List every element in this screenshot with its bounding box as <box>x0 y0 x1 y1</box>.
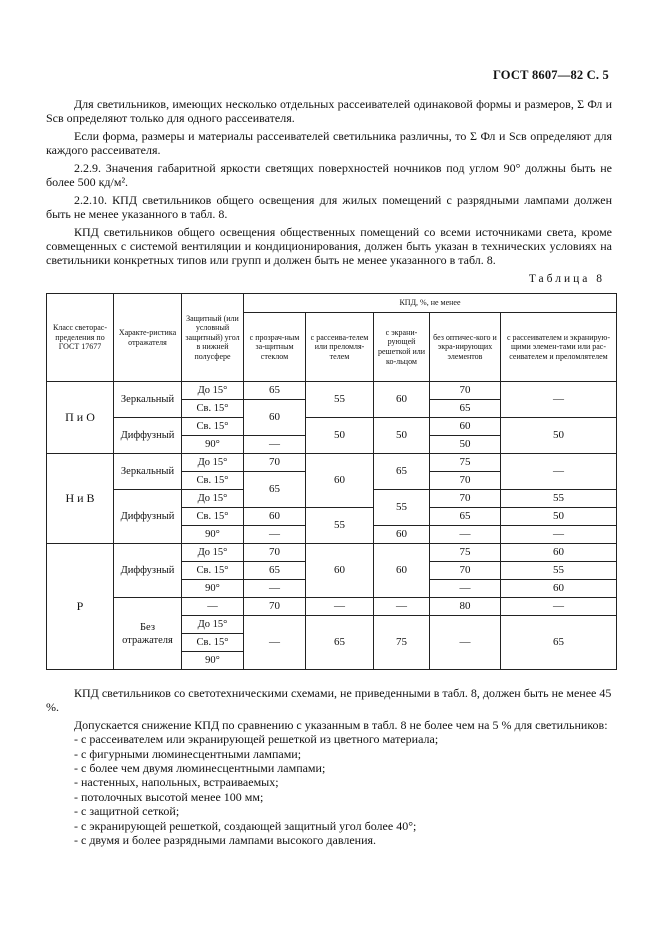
value-cell: — <box>430 616 501 670</box>
value-cell: 50 <box>374 418 430 454</box>
value-cell: 60 <box>430 418 501 436</box>
header-col-diffuser: с рассеива-телем или преломля-телем <box>306 313 374 382</box>
value-cell: 55 <box>306 382 374 418</box>
body-text-after-table <box>46 686 612 847</box>
angle-cell: Св. 15° <box>182 472 244 490</box>
angle-cell: Св. 15° <box>182 634 244 652</box>
header-col-glass: с прозрач-ным за-щитным стеклом <box>244 313 306 382</box>
header-reflector: Характе-ристика отражателя <box>114 294 182 382</box>
value-cell: 70 <box>430 472 501 490</box>
value-cell: — <box>306 598 374 616</box>
list-item: - с экранирующей решеткой, создающей защитный угол более 40°; <box>74 818 417 833</box>
value-cell: — <box>244 436 306 454</box>
value-cell: 60 <box>244 400 306 436</box>
value-cell: 65 <box>430 508 501 526</box>
angle-cell: 90° <box>182 652 244 670</box>
list-item: - настенных, напольных, встраиваемых; <box>74 775 279 790</box>
angle-cell: — <box>182 598 244 616</box>
table-row <box>47 544 617 562</box>
list-item: - с более чем двумя люминесцентными лампами; <box>74 761 326 776</box>
angle-cell: 90° <box>182 436 244 454</box>
value-cell: 60 <box>306 544 374 598</box>
value-cell: 65 <box>374 454 430 490</box>
value-cell: — <box>244 526 306 544</box>
list-item: - с защитной сеткой; <box>74 804 180 819</box>
value-cell: — <box>501 454 617 490</box>
paragraph-1: Для светильников, имеющих несколько отдельных рассеивателей одинаковой формы и размеров, Σ Фл и Sсв определяют только для одного рассеивателя. <box>46 97 612 125</box>
value-cell: — <box>244 580 306 598</box>
value-cell: 70 <box>244 544 306 562</box>
value-cell: 80 <box>430 598 501 616</box>
reflector-cell: Диффузный <box>114 544 182 598</box>
list-item: - с двумя и более разрядными лампами высокого давления. <box>74 833 377 848</box>
value-cell: 65 <box>430 400 501 418</box>
class-cell: Р <box>47 544 114 670</box>
value-cell: 55 <box>501 490 617 508</box>
table-row <box>47 418 617 436</box>
reflector-cell: Зеркальный <box>114 454 182 490</box>
angle-cell: Св. 15° <box>182 400 244 418</box>
value-cell: 60 <box>374 544 430 598</box>
reflector-cell: Без отражателя <box>114 598 182 670</box>
list-item: - с рассеивателем или экранирующей решеткой из цветного материала; <box>74 732 439 747</box>
table-header-row-1 <box>47 294 617 313</box>
paragraph-other-schemes: КПД светильников со светотехническими схемами, не приведенными в табл. 8, должен быть не менее 45 %. <box>46 686 612 715</box>
header-col-grid: с экрани-рующей решеткой или ко-льцом <box>374 313 430 382</box>
value-cell: — <box>501 382 617 418</box>
value-cell: 75 <box>430 544 501 562</box>
value-cell: 65 <box>244 382 306 400</box>
value-cell: — <box>430 526 501 544</box>
value-cell: 60 <box>501 580 617 598</box>
paragraph-2: Если форма, размеры и материалы рассеивателей светильника различны, то Σ Фл и Sсв определяют для каждого рассеивателя. <box>46 129 612 157</box>
table-row <box>47 454 617 472</box>
table-row <box>47 598 617 616</box>
value-cell: 55 <box>501 562 617 580</box>
list-item: - с фигурными люминесцентными лампами; <box>74 746 302 761</box>
value-cell: 60 <box>244 508 306 526</box>
value-cell: 70 <box>244 598 306 616</box>
angle-cell: Св. 15° <box>182 418 244 436</box>
paragraph-public-premises: КПД светильников общего освещения общественных помещений со всеми источниками света, кроме совмещенных с системой вентиляции и кондиционирования, должен быть указан в технических условиях на светильники конкретных типов или групп и должен быть не менее указанного в табл. 8. <box>46 225 612 267</box>
value-cell: — <box>501 598 617 616</box>
value-cell: 70 <box>430 562 501 580</box>
value-cell: 55 <box>306 508 374 544</box>
table-row <box>47 382 617 400</box>
angle-cell: До 15° <box>182 616 244 634</box>
value-cell: 50 <box>501 508 617 526</box>
value-cell: 75 <box>374 616 430 670</box>
class-cell: П и О <box>47 382 114 454</box>
value-cell: 55 <box>374 490 430 526</box>
angle-cell: До 15° <box>182 382 244 400</box>
table-8 <box>46 293 617 670</box>
body-text <box>46 97 612 267</box>
angle-cell: До 15° <box>182 454 244 472</box>
header-col-none: без оптичес-кого и экра-нирующих элементов <box>430 313 501 382</box>
class-cell: Н и В <box>47 454 114 544</box>
header-angle: Защитный (или условный защитный) угол в нижней полусфере <box>182 294 244 382</box>
header-class: Класс светорас-пределения по ГОСТ 17677 <box>47 294 114 382</box>
value-cell: 60 <box>374 526 430 544</box>
value-cell: 65 <box>306 616 374 670</box>
angle-cell: Св. 15° <box>182 508 244 526</box>
value-cell: 70 <box>430 490 501 508</box>
list-item: - потолочных высотой менее 100 мм; <box>74 789 264 804</box>
value-cell: — <box>374 598 430 616</box>
value-cell: 65 <box>501 616 617 670</box>
value-cell: 65 <box>244 562 306 580</box>
value-cell: 50 <box>501 418 617 454</box>
value-cell: 70 <box>244 454 306 472</box>
value-cell: 60 <box>374 382 430 418</box>
angle-cell: До 15° <box>182 490 244 508</box>
value-cell: 60 <box>306 454 374 508</box>
value-cell: 75 <box>430 454 501 472</box>
value-cell: 60 <box>501 544 617 562</box>
paragraph-2-2-10: 2.2.10. КПД светильников общего освещения для жилых помещений с разрядными лампами должен быть не менее указанного в табл. 8. <box>46 193 612 221</box>
paragraph-reduction: Допускается снижение КПД по сравнению с указанным в табл. 8 не более чем на 5 % для светильников: <box>74 717 608 732</box>
value-cell: 70 <box>430 382 501 400</box>
angle-cell: До 15° <box>182 544 244 562</box>
value-cell: — <box>244 616 306 670</box>
value-cell: — <box>501 526 617 544</box>
table-caption: Таблица 8 <box>528 273 605 285</box>
paragraph-2-2-9: 2.2.9. Значения габаритной яркости светящих поверхностей ночников под углом 90° должны быть не более 500 кд/м². <box>46 161 612 189</box>
angle-cell: 90° <box>182 580 244 598</box>
value-cell: 50 <box>306 418 374 454</box>
reflector-cell: Диффузный <box>114 490 182 544</box>
reflector-cell: Диффузный <box>114 418 182 454</box>
value-cell: 65 <box>244 472 306 508</box>
header-kpd: КПД, %, не менее <box>244 294 617 313</box>
reflector-cell: Зеркальный <box>114 382 182 418</box>
value-cell: 50 <box>430 436 501 454</box>
value-cell: — <box>430 580 501 598</box>
angle-cell: Св. 15° <box>182 562 244 580</box>
header-col-combined: с рассеивателем и экранирую-щими элемен-тами или рас-сеивателем и преломлятелем <box>501 313 617 382</box>
angle-cell: 90° <box>182 526 244 544</box>
reduction-list <box>46 732 612 847</box>
page-header: ГОСТ 8607—82 С. 5 <box>492 68 609 82</box>
